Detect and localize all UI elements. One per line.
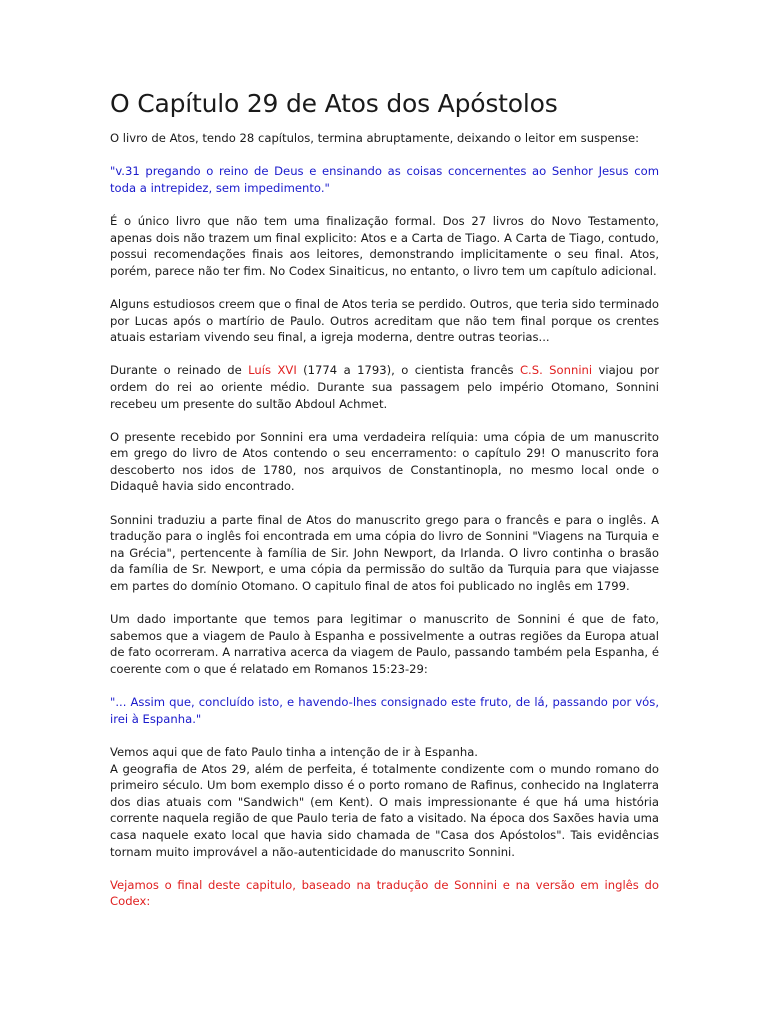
quote-romans-15: "... Assim que, concluído isto, e havendo-lhes consignado este fruto, de lá, passando por vós, irei à Espanha." (110, 695, 659, 726)
intro-paragraph: O livro de Atos, tendo 28 capítulos, termina abruptamente, deixando o leitor em suspense: (110, 131, 640, 145)
quote-acts-28-31: "v.31 pregando o reino de Deus e ensinando as coisas concernentes ao Senhor Jesus com toda a intrepidez, sem impedimento." (110, 164, 659, 195)
document-page (110, 88, 659, 927)
text-segment: viajou por ordem do rei ao oriente médio. Durante sua passagem pelo império Otomano, Sonnini recebeu um presente do sultão Abdoul Achmet. (110, 363, 660, 411)
paragraph-conclusion-intro: Vejamos o final deste capitulo, baseado na tradução de Sonnini e na versão em inglês do Codex: (110, 877, 659, 909)
paragraph-geography: A geografia de Atos 29, além de perfeita, é totalmente condizente com o mundo romano do primeiro século. Um bom exemplo disso é o porto romano de Rafinus, conhecido na Inglaterra dos dias atuais com "Sandwich" (em Kent). O mais impressionante é que há uma história corrente naquela região de que Paulo teria de fato a visitado. Na época dos Saxões havia uma casa naquele exato local que havia sido chamada de "Casa dos Apóstolos". Tais evidências tornam muito improvável a não-autenticidade do manuscrito Sonnini. (110, 761, 659, 859)
highlight-sonnini: C.S. Sonnini (519, 363, 593, 378)
paragraph-intention: Vemos aqui que de fato Paulo tinha a intenção de ir à Espanha. (110, 744, 478, 759)
highlight-luis-xvi: Luís XVI (248, 363, 297, 378)
paragraph-louis-xvi (110, 362, 659, 412)
text-segment: Durante o reinado de (110, 363, 249, 378)
paragraph-translation: Sonnini traduziu a parte final de Atos do manuscrito grego para o francês e para o inglês. A tradução para o inglês foi encontrada em uma cópia do livro de Sonnini "Viagens na Turquia e na Grécia", pertencente à família de Sir. John Newport, da Irlanda. O livro continha o brasão da família de Sr. Newport, e uma cópia da permissão do sultão da Turquia para que viajasse em partes do domínio Otomano. O capitulo final de atos foi publicado no inglês em 1799. (110, 512, 659, 594)
paragraph-spain-journey: Um dado importante que temos para legitimar o manuscrito de Sonnini é que de fato, sabemos que a viagem de Paulo à Espanha e possivelmente a outras regiões da Europa atual de fato ocorreram. A narrativa acerca da viagem de Paulo, passando também pela Espanha, é coerente com o que é relatado em Romanos 15:23-29: (110, 612, 659, 676)
paragraph-relic: O presente recebido por Sonnini era uma verdadeira relíquia: uma cópia de um manuscrito em grego do livro de Atos contendo o seu encerramento: o capítulo 29! O manuscrito fora descoberto nos idos de 1780, nos arquivos de Constantinopla, no mesmo local onde o Didaquê havia sido encontrado. (110, 429, 659, 494)
paragraph-unique-book: É o único livro que não tem uma finalização formal. Dos 27 livros do Novo Testamento, apenas dois não trazem um final explicito: Atos e a Carta de Tiago. A Carta de Tiago, contudo, possui recomendações finais aos leitores, demonstrando implicitamente o seu final. Atos, porém, parece não ter fim. No Codex Sinaiticus, no entanto, o livro tem um capítulo adicional. (110, 213, 659, 278)
text-segment: (1774 a 1793), o cientista francês (296, 363, 520, 378)
page-title: O Capítulo 29 de Atos dos Apóstolos (110, 89, 558, 118)
paragraph-scholars: Alguns estudiosos creem que o final de Atos teria se perdido. Outros, que teria sido terminado por Lucas após o martírio de Paulo. Outros acreditam que não tem final porque os crentes atuais estariam vivendo seu final, a igreja moderna, dentre outras teorias... (110, 296, 659, 345)
